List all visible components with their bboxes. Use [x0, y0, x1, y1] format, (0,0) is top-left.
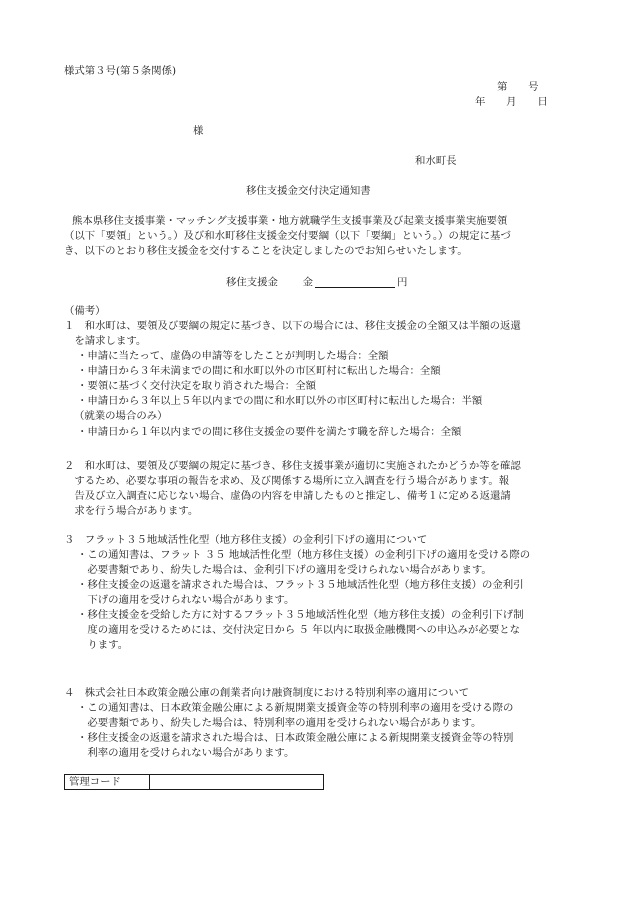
amount-label: 移住支援金 [226, 276, 278, 289]
management-code-value[interactable] [150, 775, 324, 790]
amount-unit: 円 [396, 276, 408, 289]
section1-line: １ 和水町は、要領及び要綱の規定に基づき、以下の場合には、移住支援金の全額又は半額の返還 [64, 320, 521, 332]
amount-line [226, 276, 407, 288]
management-code-label: 管理コード [65, 775, 150, 790]
section3-line: ・移住支援金の返還を請求された場合は、フラット３５地域活性化型（地方移住支援）の金利引 [77, 579, 524, 591]
remarks-heading: （備考） [64, 305, 106, 317]
section1-line: ・申請に当たって、虚偽の申請等をしたことが判明した場合：全額 [77, 350, 389, 362]
section3-line: ります。 [77, 639, 129, 651]
section2-line: 告及び立入調査に応じない場合、虚偽の内容を申請したものと推定し、備考１に定める返還請 [64, 490, 511, 502]
document-number-label: 第 号 [497, 81, 539, 93]
form-number: 様式第３号(第５条関係) [64, 65, 177, 77]
section3-line: ３ フラット３５地域活性化型（地方移住支援）の金利引下げの適用について [64, 534, 428, 546]
issuer-name: 和水町長 [415, 155, 457, 167]
section1-line: ・申請日から３年以上５年以内までの間に和水町以外の市区町村に転出した場合：半額 [77, 395, 483, 407]
amount-blank [315, 276, 395, 288]
section1-line: を請求します。 [64, 335, 147, 347]
addressee-suffix: 様 [193, 125, 204, 137]
section1-line: ・申請日から１年以内までの間に移住支援金の要件を満たす職を辞した場合：全額 [77, 426, 462, 438]
section1-line: （就業の場合のみ） [74, 410, 168, 422]
section4-line: 利率の適用を受けられない場合があります。 [77, 747, 295, 759]
section3-line: 必要書類であり、紛失した場合は、金利引下げの適用を受けられない場合があります。 [77, 564, 492, 576]
amount-prefix: 金 [302, 276, 313, 289]
section3-line: 下げの適用を受けられない場合があります。 [77, 594, 295, 606]
section4-line: 必要書類であり、紛失した場合は、特別利率の適用を受けられない場合があります。 [77, 717, 482, 729]
section1-line: ・要領に基づく交付決定を取り消された場合：全額 [77, 380, 316, 392]
intro-line: 熊本県移住支援事業・マッチング支援事業・地方就職学生支援事業及び起業支援事業実施要領 [72, 215, 508, 227]
document-title: 移住支援金交付決定通知書 [246, 185, 371, 197]
section4-line: ４ 株式会社日本政策金融公庫の創業者向け融資制度における特別利率の適用について [64, 687, 470, 699]
section4-line: ・移住支援金の返還を請求された場合は、日本政策金融公庫による新規開業支援資金等の特別 [77, 732, 514, 744]
intro-line: （以下「要領」という。）及び和水町移住支援金交付要綱（以下「要綱」という。）の規定に基づ [64, 230, 511, 242]
section3-line: ・移住支援金を受給した方に対するフラット３５地域活性化型（地方移住支援）の金利引下げ制 [77, 609, 524, 621]
section1-line: ・申請日から３年未満までの間に和水町以外の市区町村に転出した場合：全額 [77, 365, 441, 377]
section4-line: ・この通知書は、日本政策金融公庫による新規開業支援資金等の特別利率の適用を受ける際の [77, 702, 514, 714]
section2-line: 求を行う場合があります。 [64, 505, 199, 517]
intro-line: き、以下のとおり移住支援金を交付することを決定しましたのでお知らせいたします。 [64, 245, 468, 257]
section2-line: ２ 和水町は、要領及び要綱の規定に基づき、移住支援事業が適切に実施されたかどうか等を確認 [64, 460, 521, 472]
section3-line: 度の適用を受けるためには、交付決定日から ５ 年以内に取扱金融機関への申込みが必要とな [77, 624, 521, 636]
date-label: 年 月 日 [475, 96, 548, 108]
management-code-table [64, 774, 324, 790]
section3-line: ・この通知書は、フラット ３５ 地域活性化型（地方移住支援）の金利引下げの適用を受ける際の [77, 549, 531, 561]
section2-line: するため、必要な事項の報告を求め、及び関係する場所に立入調査を行う場合があります。報 [64, 475, 510, 487]
